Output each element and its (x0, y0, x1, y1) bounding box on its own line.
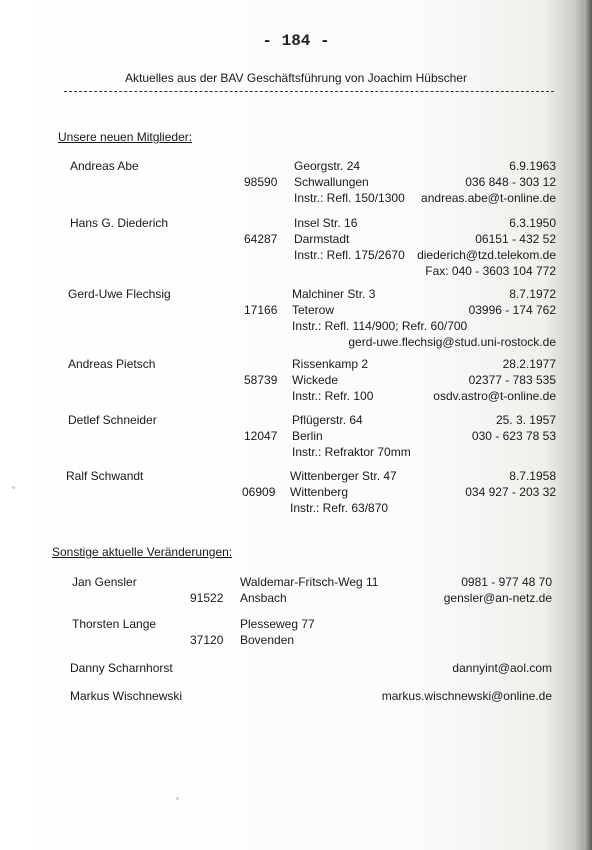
member-zip: 64287 (244, 232, 278, 246)
member-birthdate: 6.9.1963 (509, 159, 556, 173)
member-birthdate: 6.3.1950 (509, 216, 556, 230)
member-instrument: Instr.: Refr. 63/870 (290, 501, 389, 515)
member-name: Ralf Schwandt (66, 469, 144, 483)
member-instrument: Instr.: Refraktor 70mm (292, 445, 411, 459)
member-zip: 12047 (244, 429, 278, 443)
member-street: Malchiner Str. 3 (292, 287, 376, 301)
header-divider (64, 91, 554, 92)
page-number: - 184 - (262, 32, 330, 50)
new-members-heading: Unsere neuen Mitglieder: (58, 130, 193, 144)
member-instrument: Instr.: Refl. 114/900; Refr. 60/700 (292, 319, 468, 333)
member-zip: 06909 (242, 485, 276, 499)
member-city: Darmstadt (294, 232, 350, 246)
member-email: gerd-uwe.flechsig@stud.uni-rostock.de (348, 335, 556, 349)
member-fax: Fax: 040 - 3603 104 772 (425, 264, 556, 278)
member-street: Pflügerstr. 64 (292, 413, 363, 427)
scan-speck (12, 486, 15, 489)
change-city: Ansbach (240, 591, 287, 605)
member-instrument: Instr.: Refl. 150/1300 (294, 191, 405, 205)
header-title: Aktuelles aus der BAV Geschäftsführung von Joachim Hübscher (125, 71, 467, 85)
change-email: markus.wischnewski@online.de (381, 689, 552, 703)
member-phone: 034 927 - 203 32 (465, 485, 556, 499)
member-name: Andreas Pietsch (68, 357, 156, 371)
member-name: Andreas Abe (70, 159, 139, 173)
member-phone: 02377 - 783 535 (468, 373, 556, 387)
member-email: andreas.abe@t-online.de (421, 191, 556, 205)
change-email: dannyint@aol.com (452, 661, 552, 675)
member-instrument: Instr.: Refr. 100 (292, 389, 374, 403)
member-birthdate: 28.2.1977 (502, 357, 556, 371)
change-email: gensler@an-netz.de (443, 591, 552, 605)
member-phone: 036 848 - 303 12 (465, 175, 556, 189)
member-name: Hans G. Diederich (70, 216, 169, 230)
member-street: Georgstr. 24 (294, 159, 361, 173)
member-city: Wickede (292, 373, 339, 387)
member-city: Schwallungen (294, 175, 369, 189)
scan-edge-shadow (584, 0, 592, 850)
member-city: Wittenberg (290, 485, 349, 499)
member-birthdate: 8.7.1972 (509, 287, 556, 301)
member-name: Detlef Schneider (68, 413, 157, 427)
member-email: diederich@tzd.telekom.de (417, 248, 556, 262)
changes-heading: Sonstige aktuelle Veränderungen: (52, 545, 233, 559)
member-email: osdv.astro@t-online.de (433, 389, 556, 403)
member-name: Gerd-Uwe Flechsig (68, 287, 171, 301)
change-city: Bovenden (240, 633, 295, 647)
member-birthdate: 25. 3. 1957 (495, 413, 556, 427)
member-zip: 98590 (244, 175, 278, 189)
change-name: Jan Gensler (72, 575, 137, 589)
change-street: Plesseweg 77 (240, 617, 315, 631)
change-name: Markus Wischnewski (70, 689, 183, 703)
change-zip: 91522 (190, 591, 224, 605)
member-instrument: Instr.: Refl. 175/2670 (294, 248, 405, 262)
member-street: Wittenberger Str. 47 (290, 469, 397, 483)
member-street: Rissenkamp 2 (292, 357, 369, 371)
member-zip: 17166 (244, 303, 278, 317)
member-phone: 03996 - 174 762 (468, 303, 556, 317)
member-city: Teterow (292, 303, 335, 317)
member-phone: 06151 - 432 52 (475, 232, 556, 246)
change-zip: 37120 (190, 633, 224, 647)
change-phone: 0981 - 977 48 70 (461, 575, 552, 589)
change-name: Thorsten Lange (72, 617, 157, 631)
scan-speck (176, 797, 179, 800)
member-phone: 030 - 623 78 53 (471, 429, 556, 443)
member-zip: 58739 (244, 373, 278, 387)
member-city: Berlin (292, 429, 323, 443)
change-street: Waldemar-Fritsch-Weg 11 (240, 575, 379, 589)
member-street: Insel Str. 16 (294, 216, 358, 230)
change-name: Danny Scharnhorst (70, 661, 173, 675)
member-birthdate: 8.7.1958 (509, 469, 556, 483)
